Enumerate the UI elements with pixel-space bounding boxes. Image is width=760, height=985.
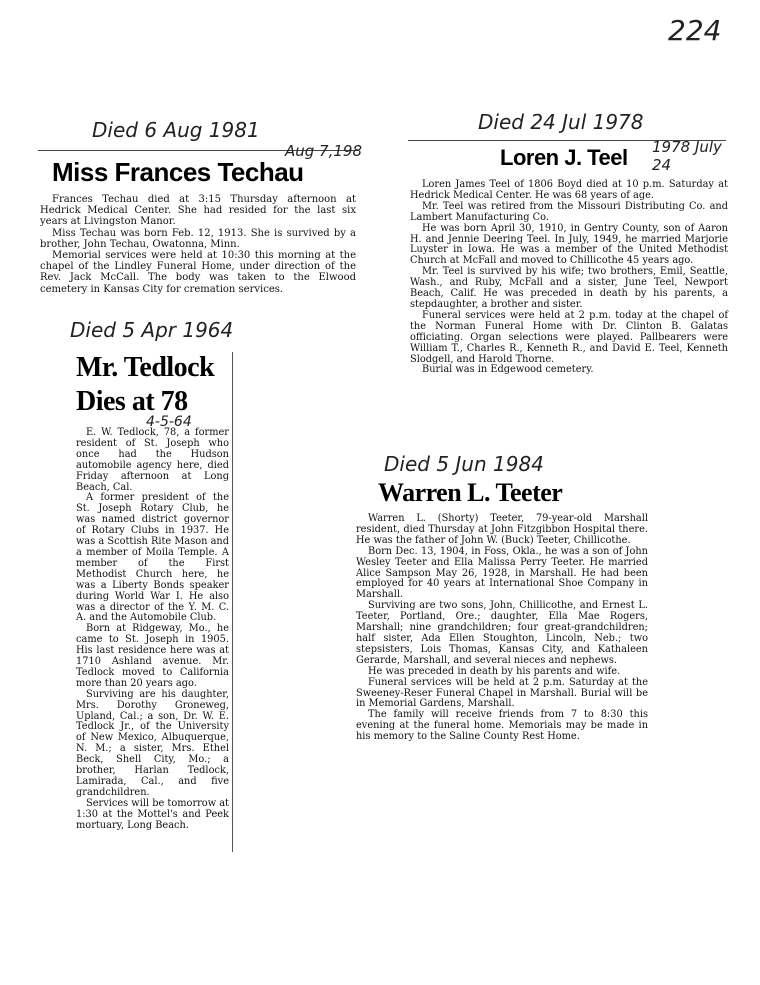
paragraph: Services will be tomorrow at 1:30 at the Mottel's and Peek mortuary, Long Beach. — [76, 797, 229, 831]
handwritten-date: Died 6 Aug 1981 — [92, 118, 260, 142]
handwritten-date: Died 5 Jun 1984 — [384, 452, 544, 476]
article-body — [410, 180, 728, 376]
paragraph: Surviving are two sons, John, Chillicothe, and Ernest L. Teeter, Portland, Ore.; daughter, Ella Mae Rogers, Marshall; nine grandchildren; four great-grandchildren; half sister, Ada Ellen Stoughton, Lincoln, Neb.; two stepsisters, Lois Thomas, Kansas City, and Kathaleen Gerarde, Marshall, and several nieces and nephews. — [356, 600, 648, 666]
headline: Loren J. Teel — [500, 145, 628, 170]
page-number: 224 — [668, 14, 722, 47]
headline-line-2: Dies at 78 — [76, 386, 188, 417]
headline-line-1: Mr. Tedlock — [76, 352, 215, 383]
paragraph: Frances Techau died at 3:15 Thursday afternoon at Hedrick Medical Center. She had resided for the last six years at Livingston Manor. — [40, 194, 356, 228]
paragraph: Memorial services were held at 10:30 this morning at the chapel of the Lindley Funeral Home, under direction of the Rev. Jack McCall. The body was taken to the Elwood cemetery in Kansas City for cremation services. — [40, 250, 356, 295]
handwritten-date: Died 24 Jul 1978 — [478, 110, 644, 134]
article-body — [40, 194, 356, 295]
paragraph: The family will receive friends from 7 to 8:30 this evening at the funeral home. Memorials may be made in his memory to the Saline County Rest Home. — [356, 709, 648, 743]
paragraph: He was born April 30, 1910, in Gentry County, son of Aaron H. and Jennie Deering Teel. In July, 1949, he married Marjorie Luyster in Iowa. He was a member of the United Methodist Church at McFall and moved to Chillicothe 45 years ago. — [410, 222, 728, 267]
headline: Warren L. Teeter — [378, 478, 563, 507]
paragraph: Miss Techau was born Feb. 12, 1913. She is survived by a brother, John Techau, Owatonna, Minn. — [40, 227, 356, 250]
paragraph: Mr. Teel is survived by his wife; two brothers, Emil, Seattle, Wash., and Ruby, McFall and a sister, June Teel, Newport Beach, Calif. He was preceded in death by his parents, a stepdaughter, a brother and sister. — [410, 266, 728, 310]
column-rule — [232, 352, 233, 852]
paragraph: Mr. Teel was retired from the Missouri Distributing Co. and Lambert Manufacturing Co. — [410, 200, 728, 223]
paragraph: A former president of the St. Joseph Rotary Club, he was named district governor of Rotary Clubs in 1937. He was a Scottish Rite Mason and a member of Moila Temple. A member of the First Methodist Church here, he was a Liberty Bonds speaker during World War I. He also was a director of the Y. M. C. A. and the Automobile Club. — [76, 492, 229, 624]
paragraph: Funeral services were held at 2 p.m. today at the chapel of the Norman Funeral Home with Dr. Clinton B. Galatas officiating. Organ selections were played. Pallbearers were William T., Charles R., Kenneth R., and David E. Teel, Kenneth Slodgell, and Harold Thorne. — [410, 309, 728, 365]
paragraph: He was preceded in death by his parents and wife. — [368, 665, 621, 677]
handwritten-date: Died 5 Apr 1964 — [70, 318, 234, 342]
paragraph: Born Dec. 13, 1904, in Foss, Okla., he was a son of John Wesley Teeter and Ella Malissa Perry Teeter. He married Alice Sampson May 26, 1928, in Marshall. He had been employed for 40 years at International Shoe Company in Marshall. — [356, 545, 648, 601]
paragraph: Burial was in Edgewood cemetery. — [422, 364, 594, 376]
paragraph: Surviving are his daughter, Mrs. Dorothy Groneweg, Upland, Cal.; a son, Dr. W. E. Tedlock Jr., of the University of New Mexico, Albuquerque, N. M.; a sister, Mrs. Ethel Beck, Shell City, Mo.; a brother, Harlan Tedlock, Lamirada, Cal., and five grandchildren. — [76, 688, 229, 798]
paragraph: E. W. Tedlock, 78, a former resident of St. Joseph who once had the Hudson automobile agency here, died Friday afternoon at Long Beach, Cal. — [76, 427, 229, 493]
paragraph: Funeral services will be held at 2 p.m. Saturday at the Sweeney-Reser Funeral Chapel in Marshall. Burial will be in Memorial Gardens, Marshall. — [356, 676, 648, 710]
paragraph: Born at Ridgeway, Mo., he came to St. Joseph in 1905. His last residence here was at 1710 Ashland avenue. Mr. Tedlock moved to California more than 20 years ago. — [76, 623, 229, 689]
article-body — [76, 428, 229, 832]
handwritten-margin-date: Aug 7,198 — [285, 142, 362, 160]
handwritten-margin-date: 4-5-64 — [146, 414, 192, 430]
headline: Miss Frances Techau — [52, 157, 304, 187]
article-body — [356, 514, 648, 743]
paragraph: Loren James Teel of 1806 Boyd died at 10 p.m. Saturday at Hedrick Medical Center. He was 68 years of age. — [410, 179, 728, 201]
handwritten-margin-date: 1978 July 24 — [652, 138, 722, 174]
paragraph: Warren L. (Shorty) Teeter, 79-year-old Marshall resident, died Thursday at John Fitzgibbon Hospital there. He was the father of John W. (Buck) Teeter, Chillicothe. — [356, 513, 648, 546]
